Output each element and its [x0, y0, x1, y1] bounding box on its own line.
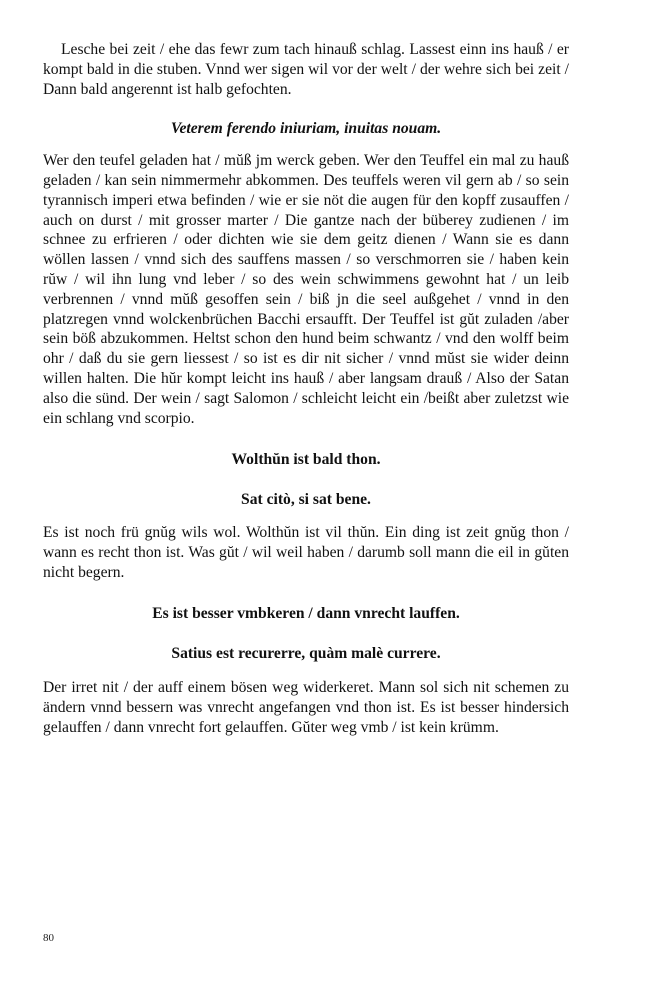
latin-proverb-heading-2: Sat citò, si sat bene. — [241, 491, 371, 509]
page-body — [43, 40, 569, 737]
latin-proverb-heading-3: Satius est recurerre, quàm malè currere. — [171, 645, 441, 663]
page-number: 80 — [43, 932, 54, 944]
german-proverb-heading-3: Es ist besser vmbkeren / dann vnrecht lauffen. — [152, 605, 460, 623]
german-proverb-heading-2: Wolthŭn ist bald thon. — [231, 451, 381, 469]
latin-proverb-heading-1: Veterem ferendo iniuriam, inuitas nouam. — [170, 120, 442, 138]
body-paragraph-2: Es ist noch frü gnŭg wils wol. Wolthŭn ist vil thŭn. Ein ding ist zeit gnŭg thon / wann es recht thon ist. Was gŭt / wil weil haben / darumb soll mann die eil in gŭten nicht begern. — [43, 523, 569, 581]
body-paragraph-1: Wer den teufel geladen hat / mŭß jm werck geben. Wer den Teuffel ein mal zu hauß geladen / kan sein nimmermehr abkommen. Des teuffels weren vil gern ab / so sein tyrannisch imperi etwa befinden / wie er sie nöt die augen für den kopff zusauffen / auch on durst / mit grosser marter / Die gantze nach der büberey zudienen / im schnee zu erfrieren / oder dichten wie sie dem geitz dienen / Wann sie es dann wöllen lassen / vnnd sich des sauffens massen / so verschmorren sie / haben kein rŭw / wil ihn lung vnd leber / so des wein schwimmens gewohnt hat / un leib verbrennen / vnnd mŭß gesoffen sein / biß jn die seel außgehet / vnnd in den platzregen vnnd wolckenbrüchen Bacchi ersaufft. Der Teuffel ist gŭt zuladen /aber sein böß abzukommen. Heltst schon den hund beim schwantz / vnd den wolff beim ohr / daß du sie gern liessest / so ist es dir nit sicher / vnnd mŭst sie wider deinn willen halten. Die hŭr kompt leicht ins hauß / aber langsam drauß / Also der Satan also die sünd. Der wein / sagt Salomon / schleicht leicht ein /beißt aber zuletzst wie ein schlang vnd scorpio. — [43, 152, 569, 427]
intro-paragraph: Lesche bei zeit / ehe das fewr zum tach hinauß schlag. Lassest einn ins hauß / er kompt bald in die stuben. Vnnd wer sigen wil vor der welt / der wehre sich bei zeit / Dann bald angerennt ist halb gefochten. — [43, 41, 569, 98]
body-paragraph-3: Der irret nit / der auff einem bösen weg widerkeret. Mann sol sich nit schemen zu ändern vnnd bessern was vnrecht angefangen vnd thon ist. Es ist besser hindersich gelauffen / dann vnrecht fort gelauffen. Gŭter weg vmb / ist kein krümm. — [43, 678, 569, 736]
